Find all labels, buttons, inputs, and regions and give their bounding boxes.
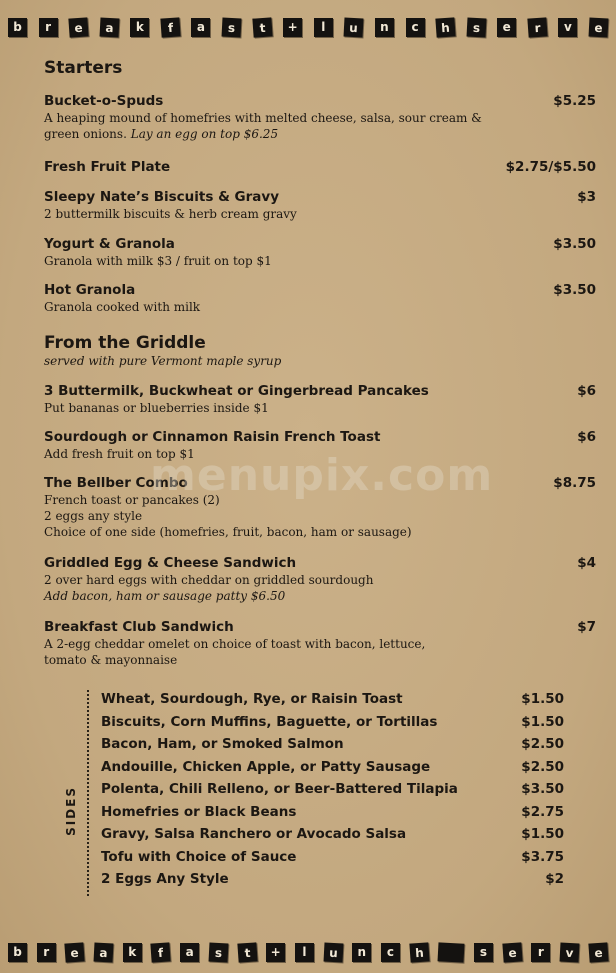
item-description-line-3: Choice of one side (homefries, fruit, bacon, ham or sausage): [44, 525, 412, 539]
item-description: 2 buttermilk biscuits & herb cream gravy: [44, 207, 297, 221]
letter-tile: t: [237, 942, 257, 962]
letter-tile: a: [191, 18, 210, 37]
letter-tile: r: [531, 943, 550, 962]
letter-tile: +: [266, 943, 285, 962]
letter-tile: h: [435, 17, 455, 37]
item-desc-italic: Add bacon, ham or sausage patty $6.50: [44, 589, 286, 603]
letter-tile: s: [474, 943, 493, 962]
menu-item-egg-cheese-sandwich: [44, 554, 596, 604]
item-name: Breakfast Club Sandwich: [44, 619, 234, 635]
item-description-line-2: 2 eggs any style: [44, 509, 143, 523]
watermark: menupix.com: [150, 450, 494, 501]
letter-tile: n: [375, 18, 394, 37]
letter-tile: l: [295, 943, 314, 962]
item-price: $7: [577, 619, 596, 635]
item-price: $4: [577, 555, 596, 571]
side-name: Gravy, Salsa Ranchero or Avocado Salsa: [101, 826, 407, 842]
side-item: [101, 801, 564, 823]
letter-tile: e: [589, 17, 609, 37]
side-price: $1.50: [521, 691, 564, 707]
item-desc-text: A heaping mound of homefries with melted cheese, salsa, sour cream & green onions.: [44, 111, 482, 141]
side-name: Wheat, Sourdough, Rye, or Raisin Toast: [101, 691, 403, 707]
side-name: Homefries or Black Beans: [101, 803, 297, 820]
item-price: $3.50: [553, 236, 596, 252]
footer-letter-tiles: [8, 937, 608, 967]
letter-tile: v: [558, 18, 577, 37]
letter-tile: s: [208, 942, 228, 962]
letter-tile: u: [344, 17, 364, 37]
letter-tile: a: [94, 942, 114, 962]
side-name: Biscuits, Corn Muffins, Baguette, or Tortillas: [101, 713, 438, 730]
side-price: $1.50: [521, 826, 564, 842]
letter-tile: r: [527, 17, 547, 37]
letter-tile: f: [151, 942, 171, 962]
letter-tile: +: [283, 18, 302, 37]
letter-tile: c: [406, 18, 425, 37]
side-item: [101, 846, 564, 868]
menu-item-hot-granola: [44, 281, 596, 315]
side-item: [101, 868, 564, 890]
side-price: $2.75: [521, 803, 564, 820]
item-description: Put bananas or blueberries inside $1: [44, 401, 269, 415]
item-name: Sleepy Nate’s Biscuits & Gravy: [44, 189, 280, 205]
letter-tile: u: [323, 942, 343, 962]
side-item: [101, 688, 564, 710]
side-name: Polenta, Chili Relleno, or Beer-Battered Tilapia: [101, 781, 458, 797]
item-description: French toast or pancakes (2): [44, 493, 220, 507]
item-desc-italic: Lay an egg on top $6.25: [130, 127, 279, 141]
item-price: $8.75: [553, 475, 596, 491]
letter-tile: t: [252, 17, 272, 37]
header-letter-tiles: [8, 12, 608, 42]
item-price: $5.25: [553, 93, 596, 109]
side-item: [101, 733, 564, 755]
letter-tile: [438, 942, 465, 962]
side-name: 2 Eggs Any Style: [101, 871, 229, 887]
letter-tile: v: [560, 942, 580, 962]
letter-tile: r: [37, 943, 56, 962]
item-description: Add fresh fruit on top $1: [44, 447, 195, 461]
side-price: $2: [545, 871, 564, 887]
letter-tile: a: [180, 943, 199, 962]
letter-tile: e: [502, 942, 522, 962]
side-name: Bacon, Ham, or Smoked Salmon: [101, 736, 344, 752]
sides-bracket-divider: [87, 690, 89, 896]
item-description: Granola with milk $3 / fruit on top $1: [44, 254, 272, 268]
side-price: $3.50: [521, 781, 564, 797]
item-name: Yogurt & Granola: [44, 236, 175, 252]
menu-item-pancakes: [44, 382, 596, 416]
side-price: $1.50: [521, 713, 564, 730]
side-name: Tofu with Choice of Sauce: [101, 848, 297, 865]
griddle-title: From the Griddle: [44, 333, 206, 353]
side-item: [101, 823, 564, 845]
item-description: [44, 110, 504, 142]
letter-tile: s: [466, 17, 486, 37]
item-name: Sourdough or Cinnamon Raisin French Toast: [44, 429, 381, 445]
letter-tile: e: [65, 942, 85, 962]
menu-item-biscuits-gravy: [44, 188, 596, 222]
item-price: $3: [577, 189, 596, 205]
letter-tile: e: [497, 18, 516, 37]
menu-item-yogurt-granola: [44, 235, 596, 269]
item-price: $2.75/$5.50: [505, 159, 596, 175]
item-price: $6: [577, 429, 596, 445]
starters-title: Starters: [44, 58, 123, 78]
item-name: 3 Buttermilk, Buckwheat or Gingerbread Pancakes: [44, 383, 429, 399]
letter-tile: b: [8, 18, 27, 37]
item-name: Bucket-o-Spuds: [44, 93, 164, 109]
item-name: Fresh Fruit Plate: [44, 159, 171, 175]
letter-tile: h: [409, 942, 429, 962]
menu-item-fresh-fruit-plate: [44, 158, 596, 176]
item-description-italic: [44, 588, 596, 604]
letter-tile: r: [39, 18, 58, 37]
letter-tile: c: [381, 943, 400, 962]
side-item: [101, 756, 564, 778]
letter-tile: n: [352, 943, 371, 962]
side-price: $2.50: [521, 736, 564, 752]
item-name: The Bellber Combo: [44, 475, 188, 491]
item-price: $6: [577, 383, 596, 399]
side-price: $3.75: [521, 848, 564, 865]
letter-tile: k: [123, 943, 142, 962]
letter-tile: k: [130, 18, 149, 37]
item-description: A 2-egg cheddar omelet on choice of toast with bacon, lettuce, tomato & mayonnaise: [44, 637, 426, 667]
menu-item-breakfast-club: [44, 618, 596, 668]
letter-tile: e: [588, 942, 608, 962]
item-description: 2 over hard eggs with cheddar on griddled sourdough: [44, 573, 374, 587]
side-item: [101, 778, 564, 800]
letter-tile: e: [69, 17, 89, 37]
item-name: Griddled Egg & Cheese Sandwich: [44, 555, 297, 571]
letter-tile: b: [8, 943, 27, 962]
sides-section: [60, 688, 570, 898]
sides-label: SIDES: [64, 786, 78, 836]
letter-tile: s: [222, 17, 242, 37]
menu-item-bucket-o-spuds: [44, 92, 596, 142]
griddle-subtitle: served with pure Vermont maple syrup: [44, 354, 282, 368]
letter-tile: f: [160, 17, 180, 37]
item-description: Granola cooked with milk: [44, 300, 201, 314]
side-name: Andouille, Chicken Apple, or Patty Sausage: [101, 758, 431, 775]
side-price: $2.50: [521, 758, 564, 775]
side-item: [101, 711, 564, 733]
item-name: Hot Granola: [44, 282, 136, 298]
letter-tile: a: [99, 17, 119, 37]
letter-tile: l: [314, 18, 333, 37]
item-price: $3.50: [553, 282, 596, 298]
